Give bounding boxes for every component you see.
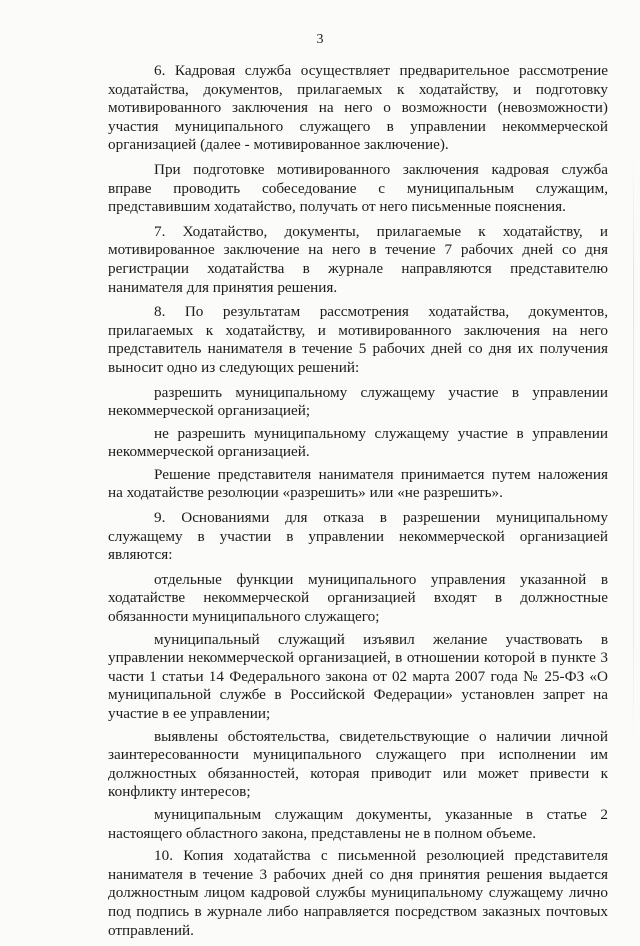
paragraph-9: 9. Основаниями для отказа в разрешении муниципальному служащему в участии в управлении некоммерческой организацией являются: xyxy=(108,509,608,564)
refusal-ground-incomplete: муниципальным служащим документы, указанные в статье 2 настоящего областного закона, представлены не в полном объеме. xyxy=(108,805,608,842)
paragraph-7: 7. Ходатайство, документы, прилагаемые к ходатайству, и мотивированное заключение на него в течение 7 рабочих дней со дня регистрации ходатайства в журнале направляются представителю нанимателя для принятия решения. xyxy=(108,222,608,296)
decision-deny: не разрешить муниципальному служащему участие в управлении некоммерческой организацией. xyxy=(108,424,608,461)
paragraph-10: 10. Копия ходатайства с письменной резолюцией представителя нанимателя в течение 3 рабочих дней со дня принятия решения выдается должностным лицом кадровой службы муниципальному служащему лично под подпись в журнале либо направляется посредством заказных почтовых отправлений. xyxy=(108,847,608,939)
refusal-ground-functions: отдельные функции муниципального управления указанной в ходатайстве некоммерческой организацией входят в должностные обязанности муниципального служащего; xyxy=(108,570,608,626)
paragraph-8-resolution: Решение представителя нанимателя принимается путем наложения на ходатайстве резолюции «разрешить» или «не разрешить». xyxy=(108,465,608,502)
refusal-ground-conflict: выявлены обстоятельства, свидетельствующие о наличии личной заинтересованности муниципального служащего при исполнении им должностных обязанностей, которая приводит или может привести к конфликту интересов; xyxy=(108,727,608,801)
paragraph-8: 8. По результатам рассмотрения ходатайства, документов, прилагаемых к ходатайству, и мотивированного заключения на него представитель нанимателя в течение 5 рабочих дней со дня их получения выносит одно из следующих решений: xyxy=(108,303,608,376)
document-body xyxy=(108,62,608,946)
refusal-ground-prohibition: муниципальный служащий изъявил желание участвовать в управлении некоммерческой организацией, в отношении которой в пункте 3 части 1 статьи 14 Федерального закона от 02 марта 2007 года № 25-ФЗ «О муниципальной службе в Российской Федерации» установлен запрет на участие в ее управлении; xyxy=(108,630,608,722)
paragraph-6-interview: При подготовке мотивированного заключения кадровая служба вправе проводить собеседование с муниципальным служащим, представившим ходатайство, получать от него письменные пояснения. xyxy=(108,160,608,216)
decision-allow: разрешить муниципальному служащему участие в управлении некоммерческой организацией; xyxy=(108,383,608,420)
paragraph-6: 6. Кадровая служба осуществляет предварительное рассмотрение ходатайства, документов, прилагаемых к ходатайству, и подготовку мотивированного заключения на него о возможности (невозможности) участия муниципального служащего в управлении некоммерческой организацией (далее - мотивированное заключение). xyxy=(108,62,608,154)
page-number: 3 xyxy=(316,32,324,47)
scan-edge-mark xyxy=(633,150,634,750)
